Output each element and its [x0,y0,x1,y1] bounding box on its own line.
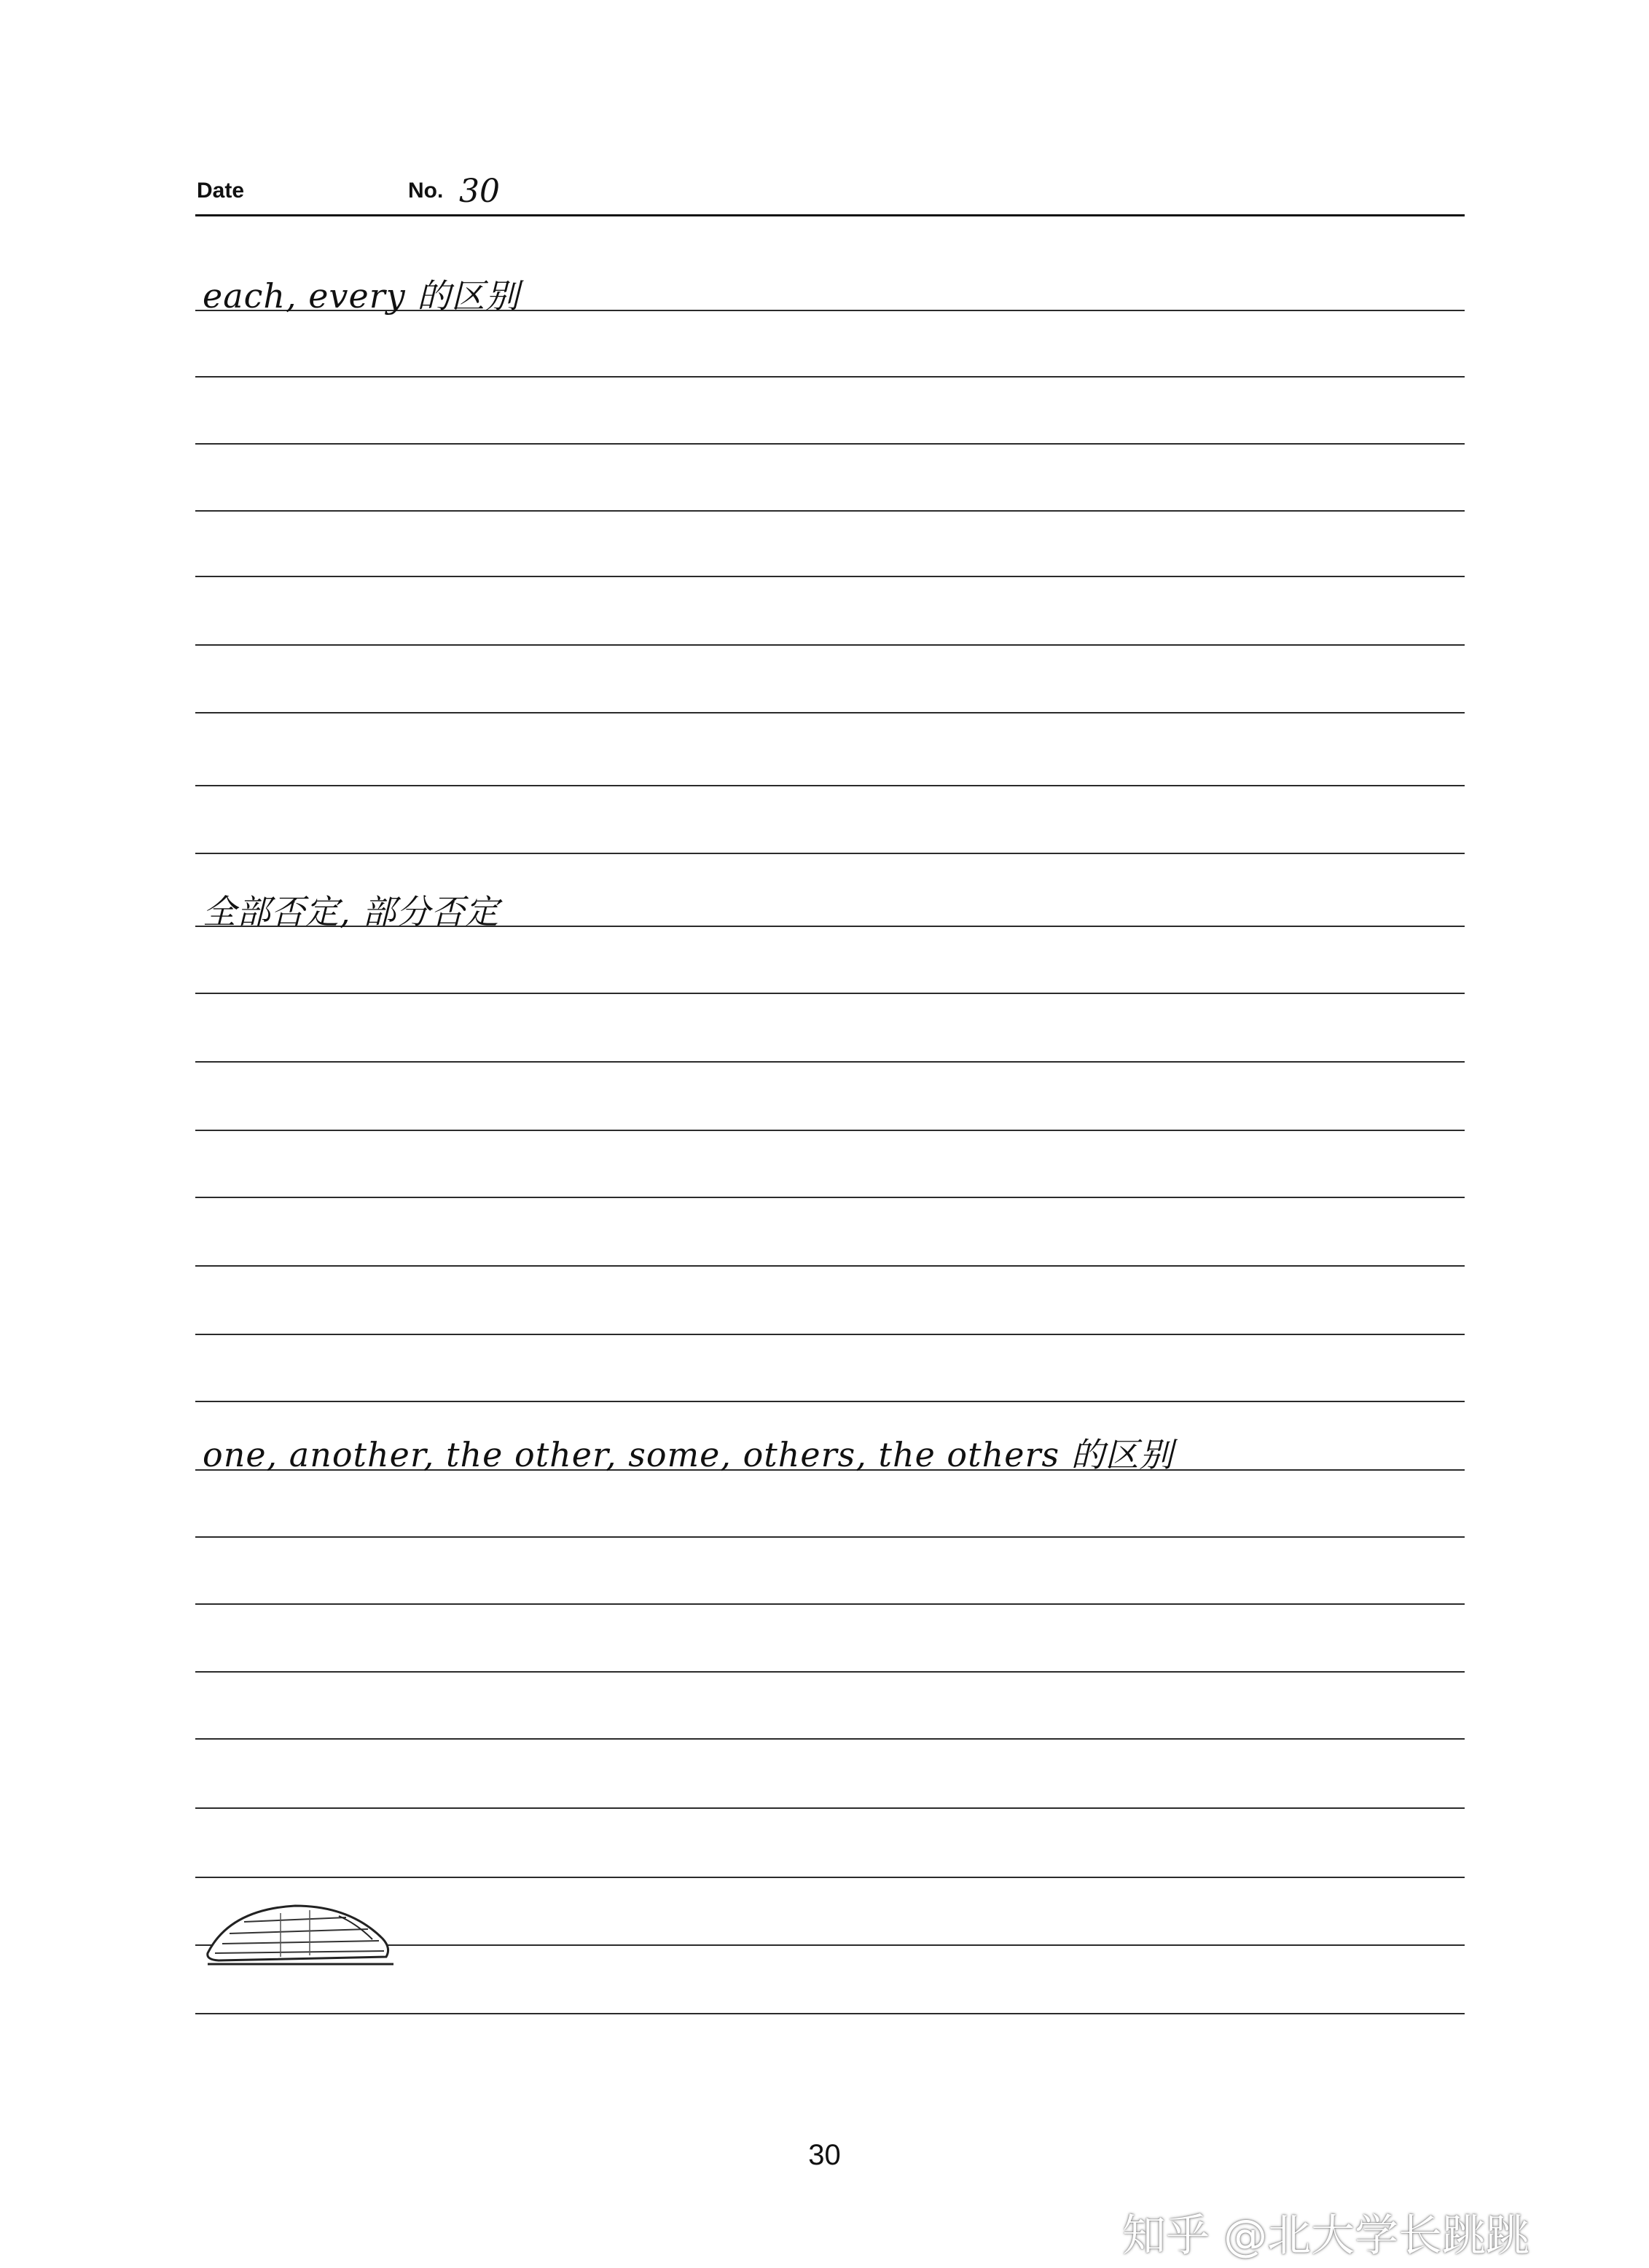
ruled-line [195,1738,1465,1740]
ruled-line [195,443,1465,445]
ruled-line [195,1877,1465,1878]
ruled-line [195,644,1465,646]
ruled-line [195,853,1465,854]
ruled-line [195,1334,1465,1335]
section-title-each-every: each, every 的区别 [203,276,520,316]
page-header [197,173,1465,219]
train-illustration [200,1884,401,1971]
ruled-line [195,576,1465,577]
section-title-one-another: one, another, the other, some, others, the others 的区别 [203,1435,1174,1474]
ruled-line [195,785,1465,786]
ruled-line [195,1807,1465,1809]
ruled-line [195,1265,1465,1267]
ruled-line [195,1197,1465,1198]
ruled-line [195,1401,1465,1402]
ruled-line [195,2013,1465,2014]
page-number: 30 [808,2139,841,2171]
ruled-line [195,1061,1465,1063]
number-label: No. [408,179,444,203]
ruled-line [195,1536,1465,1538]
ruled-line [195,1130,1465,1131]
section-title-negation: 全部否定, 部分否定 [203,892,500,931]
date-label: Date [197,179,245,203]
ruled-line [195,376,1465,378]
page-number-handwritten: 30 [459,173,500,210]
watermark: 知乎 @北大学长跳跳 [1122,2210,1530,2261]
header-rule [195,214,1465,216]
ruled-line [195,993,1465,994]
ruled-line [195,1671,1465,1673]
ruled-line [195,510,1465,512]
ruled-line [195,1603,1465,1605]
ruled-line [195,712,1465,713]
